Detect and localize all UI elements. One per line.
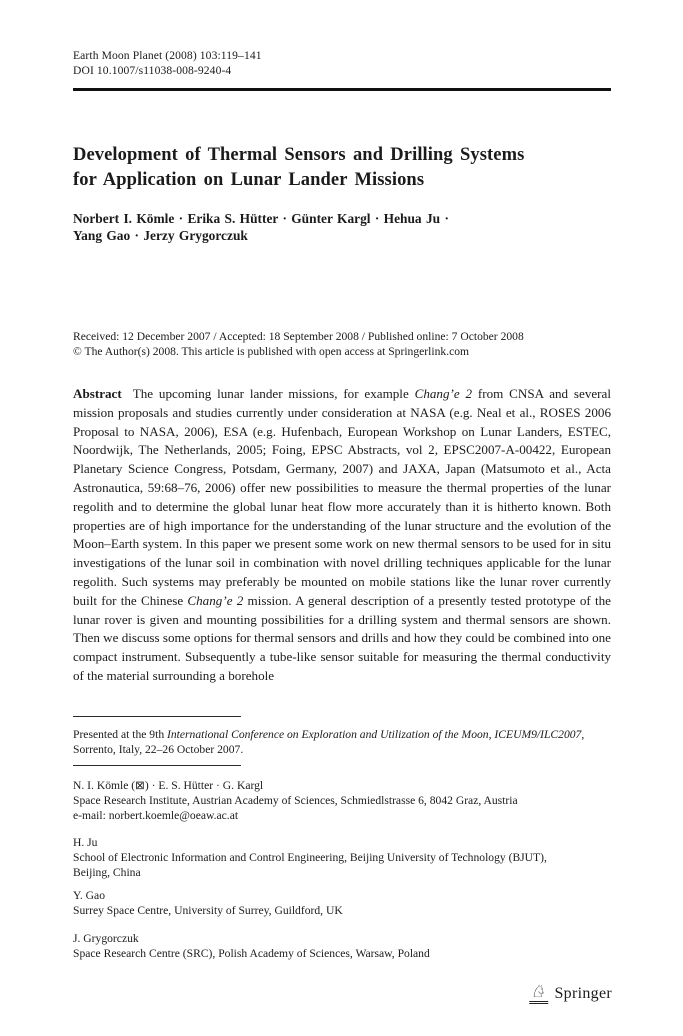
affiliation-block-koemle	[73, 778, 611, 823]
article-title-line1: Development of Thermal Sensors and Drilling Systems	[73, 145, 525, 165]
abstract-text-seg2: from CNSA and several mission proposals and studies currently under consideration at NASA (e.g. Neal et al., ROSES 2006 Proposal to NASA, 2006), ESA (e.g. Hufenbach, European Workshop on Lunar Landers, ESTEC, Noordwijk, The Netherlands, 2005; Foing, EPSC Abstracts, vol 2, EPSC2007-A-00422, European Planetary Science Congress, Potsdam, Germany, 2007) and JAXA, Japan (Matsumoto et al., Acta Astronautica, 59:68–76, 2006) offer new possibilities to measure the thermal properties of the lunar regolith and to determine the global lunar heat flow more accurately than it is hitherto known. Both properties are of high importance for the understanding of the lunar structure and the evolution of the Moon–Earth system. In this paper we present some work on new thermal sensors to be used for in situ investigations of the lunar soil in combination with novel drilling techniques applicable for the lunar regolith. Such systems may preferably be mounted on mobile stations like the lunar rover currently built for the Chinese	[73, 386, 611, 608]
affiliation-address-line2: Beijing, China	[73, 866, 141, 879]
affiliation-address: Space Research Centre (SRC), Polish Academy of Sciences, Warsaw, Poland	[73, 947, 430, 960]
article-title	[73, 143, 611, 193]
copyright-line: © The Author(s) 2008. This article is published with open access at Springerlink.com	[73, 344, 470, 358]
journal-citation: Earth Moon Planet (2008) 103:119–141	[73, 49, 262, 62]
springer-horse-icon: ♘	[529, 983, 548, 1004]
affiliation-authors: Y. Gao	[73, 889, 105, 902]
affiliation-block-ju	[73, 835, 611, 880]
author-list-line1: Norbert I. Kömle · Erika S. Hütter · Günter Kargl · Hehua Ju ·	[73, 211, 449, 226]
affiliation-authors	[73, 778, 611, 793]
affiliation-block-gao	[73, 888, 611, 918]
affiliation-names-post: ) · E. S. Hütter · G. Kargl	[144, 779, 264, 792]
publication-history	[73, 330, 611, 359]
affiliation-authors: J. Grygorczuk	[73, 932, 139, 945]
footnote-rule-presented	[73, 716, 241, 717]
abstract-mission-name-italic: Chang’e 2	[187, 592, 244, 608]
springer-logo	[529, 983, 612, 1004]
abstract-paragraph	[73, 385, 611, 686]
journal-header	[73, 48, 611, 78]
affiliation-block-grygorczuk	[73, 931, 611, 961]
presented-footnote	[73, 727, 611, 757]
author-list-line2: Yang Gao · Jerzy Grygorczuk	[73, 227, 248, 243]
springer-logo-text: Springer	[554, 984, 612, 1002]
conference-name-italic: International Conference on Exploration and Utilization of the Moon, ICEUM9/ILC2007	[167, 728, 582, 741]
abstract-text-seg3: mission. A general description of a presently tested prototype of the lunar rover is given and mounting possibilities for a drilling system and thermal sensors are shown. Then we discuss some options for thermal sensors and drills and how they could be combined into one compact instrument. Subsequently a tube-like sensor suitable for measuring the thermal conductivity of the material surrounding a borehole	[73, 592, 611, 683]
envelope-icon: ⊠	[135, 779, 145, 792]
affiliation-authors: H. Ju	[73, 836, 98, 849]
received-accepted-line: Received: 12 December 2007 / Accepted: 18 September 2008 / Published online: 7 October 2008	[73, 330, 524, 343]
author-list	[73, 211, 611, 244]
header-rule	[73, 88, 611, 91]
article-title-line2: for Application on Lunar Lander Missions	[73, 170, 425, 190]
affiliation-address: Surrey Space Centre, University of Surrey, Guildford, UK	[73, 904, 343, 917]
affiliation-address: School of Electronic Information and Control Engineering, Beijing University of Technology (BJUT),	[73, 851, 547, 864]
journal-doi: DOI 10.1007/s11038-008-9240-4	[73, 64, 232, 77]
abstract-mission-name-italic: Chang’e 2	[414, 386, 473, 401]
affiliation-names-pre: N. I. Kömle (	[73, 779, 136, 792]
presented-text-seg2: , Sorrento, Italy, 22–26 October 2007.	[73, 728, 585, 756]
abstract-text-seg1: The upcoming lunar lander missions, for example	[132, 386, 415, 401]
affiliation-address: Space Research Institute, Austrian Academy of Sciences, Schmiedlstrasse 6, 8042 Graz, Austria	[73, 794, 518, 807]
abstract-label: Abstract	[73, 386, 122, 401]
presented-text-seg1: Presented at the 9th	[73, 728, 168, 741]
footnote-rule-affiliations	[73, 765, 241, 766]
corresponding-email: e-mail: norbert.koemle@oeaw.ac.at	[73, 809, 239, 822]
